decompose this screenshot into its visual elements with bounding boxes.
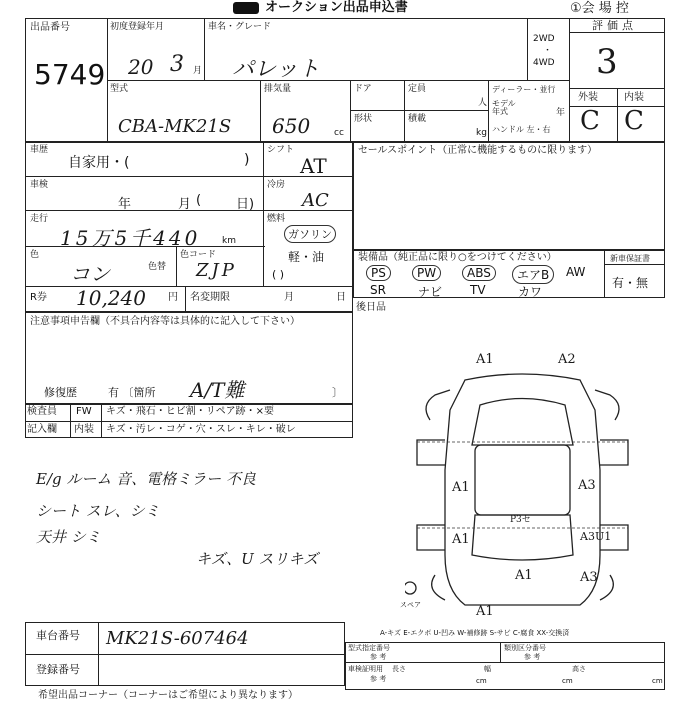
meihen-day: 日: [336, 292, 346, 303]
drive-4wd: 4WD: [533, 58, 555, 68]
kaijo-copy-label: ①会 場 控: [570, 1, 629, 16]
class-no-label: 類別区分番号: [504, 644, 546, 652]
footer-corner-label: 希望出品コーナー（コーナーはご希望により異なります）: [38, 690, 298, 701]
car-history-value: 自家用・(: [68, 155, 130, 171]
fuel-light-oil: 軽・油: [288, 250, 325, 264]
type-spec-label: 型式指定番号: [348, 644, 390, 652]
displacement: 650: [272, 114, 311, 138]
model-year-label: モデル年式: [492, 99, 516, 116]
lot-number: 5749: [34, 58, 106, 91]
fuel-label: 燃料: [267, 214, 286, 224]
recycle-label: R券: [30, 292, 47, 303]
equipment-label: 装備品（純正品に限り○をつけてください）: [358, 252, 557, 263]
inspector-label: 検査員: [27, 406, 57, 417]
shaken-day: 日): [236, 197, 255, 212]
km-unit: km: [222, 236, 236, 246]
chassis-label: 車台番号: [36, 629, 80, 642]
damage-label-right-a3: A3: [578, 478, 596, 493]
entry-label: 記入欄: [27, 424, 57, 435]
shift-value: AT: [300, 154, 327, 178]
model-code: CBA-MK21S: [118, 116, 232, 137]
equip-pw: PW: [412, 265, 441, 281]
car-history-label: 車歴: [30, 145, 49, 155]
equip-ps: PS: [366, 265, 391, 281]
fuel-gasoline: ガソリン: [284, 225, 336, 243]
repair-history-value: 有 〔箇所: [108, 386, 156, 399]
interior-items: キズ・汚レ・コゲ・穴・スレ・キレ・破レ: [106, 424, 296, 435]
meihen-label: 名変期限: [190, 292, 230, 303]
fw-label: FW: [76, 406, 92, 417]
repair-history-label: 修復歴: [44, 386, 77, 399]
color-label: 色: [30, 250, 40, 260]
person-unit: 人: [478, 98, 488, 108]
handwritten-line-1: E/g ルーム 音、電格ミラー 不良: [36, 470, 256, 488]
drive-2wd: 2WD: [533, 34, 555, 44]
damage-label-right-rear-a3u1: A3U1: [580, 530, 612, 543]
form-title: オークション出品申込書: [233, 0, 408, 10]
tone-label: 色替: [148, 262, 167, 272]
car-name-label: 車名・グレード: [208, 22, 272, 32]
repair-close: 〕: [332, 386, 343, 399]
repair-written: A/T難: [190, 378, 245, 402]
dealer-label: ディーラー・並行: [492, 85, 556, 94]
lot-number-label: 出品番号: [30, 22, 70, 33]
warranty-label: 新車保証書: [610, 254, 650, 263]
equip-aw: AW: [566, 265, 586, 279]
ac-label: 冷房: [267, 180, 286, 190]
shift-label: シフト: [267, 145, 295, 155]
kg-unit: kg: [476, 128, 487, 138]
mileage-label: 走行: [30, 214, 49, 224]
car-history-close: ): [244, 152, 250, 168]
mileage: 15万5千440: [60, 226, 201, 250]
shaken-year: 年: [118, 197, 132, 212]
damage-label-left-a1: A1: [452, 480, 470, 495]
type-spec-ref: 参 考: [370, 653, 387, 661]
interior-grade: C: [624, 106, 644, 136]
warranty-value: 有・無: [612, 276, 649, 290]
eval-score-label: 評価点: [592, 19, 637, 32]
exterior-grade: C: [580, 106, 600, 136]
car-name: パレット: [232, 57, 320, 82]
shaken-label: 車検: [30, 180, 49, 190]
damage-legend: A-キズ E-エクボ U-凹み W-補修跡 S-サビ C-腐食 XX-交換済: [380, 629, 570, 637]
shape-label: 形状: [354, 114, 373, 124]
equip-tv: TV: [470, 283, 486, 297]
cert-label: 車検証明用: [348, 665, 383, 673]
interior-row-label: 内装: [74, 424, 94, 435]
length-label: 長さ: [392, 665, 406, 673]
handle-label: ハンドル 左・右: [492, 125, 551, 134]
damage-label-roof-p3: P3セ: [510, 515, 531, 525]
fw-items: キズ・飛石・ヒビ割・リペア跡・×要: [106, 406, 274, 417]
length-cm: cm: [476, 677, 487, 685]
color-code-label: 色コード: [180, 250, 217, 260]
damage-label-front-a2: A2: [558, 352, 576, 367]
damage-label-trunk-a1: A1: [515, 568, 533, 583]
color-value: コン: [70, 262, 110, 286]
handwritten-line-2: シート スレ、シミ: [36, 502, 160, 520]
exterior-label: 外装: [578, 92, 598, 103]
class-no-ref: 参 考: [524, 653, 541, 661]
model-label: 型式: [110, 84, 129, 94]
year-unit: 年: [556, 108, 566, 118]
damage-label-left-rear-a1: A1: [452, 532, 470, 547]
color-code: ZJP: [196, 260, 237, 281]
first-reg-label: 初度登録年月: [110, 22, 165, 32]
meihen-month: 月: [284, 292, 294, 303]
handwritten-line-3: 天井 シミ: [36, 528, 101, 546]
drive-dot: ・: [543, 46, 553, 56]
door-label: ドア: [354, 84, 372, 94]
cert-ref: 参 考: [370, 675, 387, 683]
equip-abs: ABS: [462, 265, 496, 281]
spare-label: スペア: [400, 601, 421, 609]
first-reg-month: 3: [170, 52, 184, 77]
damage-label-rear-right-a3: A3: [580, 570, 598, 585]
equip-airbag: エアB: [512, 265, 554, 284]
equip-leather: カワ: [518, 285, 543, 299]
first-reg-year: 20: [128, 55, 154, 79]
cc-unit: cc: [334, 128, 344, 138]
recycle-amount: 10,240: [76, 286, 146, 310]
ac-value: AC: [302, 190, 329, 211]
sales-point-block: [353, 142, 665, 250]
shaken-month: 月: [178, 197, 192, 212]
yen-unit: 円: [168, 292, 178, 303]
width-label: 幅: [484, 665, 491, 673]
shaken-open: (: [196, 193, 202, 208]
load-label: 積載: [408, 114, 427, 124]
capacity-label: 定員: [408, 84, 427, 94]
height-label: 高さ: [572, 665, 586, 673]
height-cm: cm: [652, 677, 663, 685]
month-unit: 月: [193, 66, 203, 76]
interior-label: 内装: [624, 92, 644, 103]
fuel-other: ( ): [272, 268, 285, 281]
equip-sr: SR: [370, 283, 386, 297]
width-cm: cm: [562, 677, 573, 685]
equip-navi: ナビ: [418, 285, 443, 299]
damage-label-rear-a1: A1: [476, 604, 494, 619]
logo-icon: [233, 2, 259, 14]
sales-point-label: セールスポイント（正常に機能するものに限ります）: [358, 145, 598, 156]
eval-score: 3: [596, 42, 618, 82]
displacement-label: 排気量: [264, 84, 292, 94]
handwritten-line-4: キズ、U スリキズ: [196, 550, 319, 568]
chassis-number: MK21S-607464: [106, 628, 249, 649]
notes-label: 注意事項申告欄（不具合内容等は具体的に記入して下さい）: [30, 316, 300, 327]
damage-label-front-a1: A1: [476, 352, 494, 367]
registration-label: 登録番号: [36, 663, 80, 676]
later-items-label: 後日品: [356, 302, 386, 313]
